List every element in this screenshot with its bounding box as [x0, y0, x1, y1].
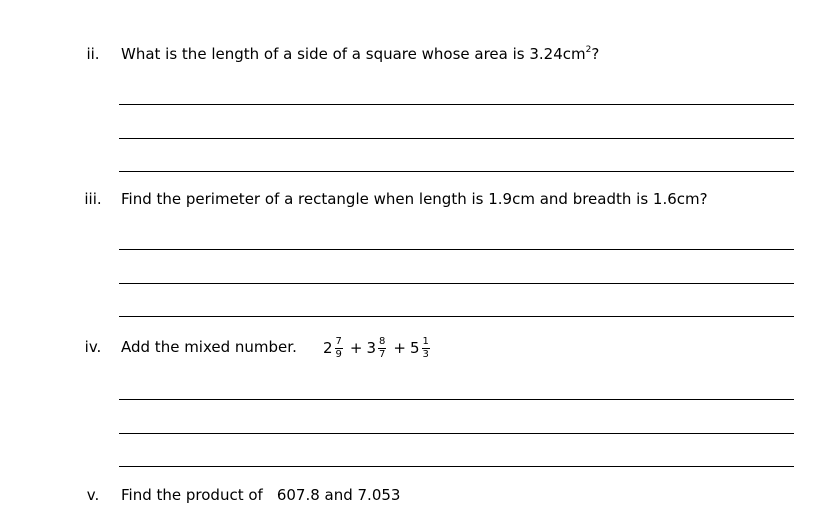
question-v-operands: 607.8 and 7.053	[276, 486, 401, 504]
fraction	[335, 337, 343, 360]
fraction-denominator: 7	[379, 348, 386, 360]
answer-line[interactable]	[119, 249, 794, 250]
question-iv-text: Add the mixed number.	[121, 338, 297, 356]
question-ii-suffix: ?	[591, 45, 600, 63]
fraction-denominator: 9	[335, 348, 342, 360]
fraction-denominator: 3	[422, 348, 429, 360]
plus-operator: +	[349, 339, 363, 357]
mixed-number-whole: 5	[410, 339, 420, 357]
answer-line[interactable]	[119, 399, 794, 400]
answer-line[interactable]	[119, 171, 794, 172]
fraction	[422, 337, 430, 360]
question-v-number: v.	[86, 486, 100, 504]
question-iii-number: iii.	[84, 190, 102, 208]
question-ii-number: ii.	[86, 45, 100, 63]
question-v-text	[121, 486, 400, 504]
fraction-numerator: 8	[379, 335, 386, 347]
answer-line[interactable]	[119, 316, 794, 317]
plus-operator: +	[393, 339, 406, 357]
answer-line[interactable]	[119, 104, 794, 105]
fraction	[378, 337, 386, 360]
answer-line[interactable]	[119, 138, 794, 139]
question-ii-text	[121, 45, 599, 63]
mixed-number-expression	[323, 331, 433, 365]
fraction-numerator: 1	[422, 335, 429, 347]
fraction-numerator: 7	[335, 335, 342, 347]
question-ii-body: What is the length of a side of a square whose area is 3.24cm	[121, 45, 586, 63]
question-iv-number: iv.	[84, 338, 102, 356]
mixed-number-whole: 2	[323, 339, 333, 357]
answer-line[interactable]	[119, 433, 794, 434]
question-iii-text: Find the perimeter of a rectangle when length is 1.9cm and breadth is 1.6cm?	[121, 190, 708, 208]
mixed-number-whole: 3	[366, 339, 377, 357]
square-unit-superscript: 2	[585, 45, 592, 55]
answer-line[interactable]	[119, 283, 794, 284]
answer-line[interactable]	[119, 466, 794, 467]
question-v-body: Find the product of	[121, 486, 263, 504]
